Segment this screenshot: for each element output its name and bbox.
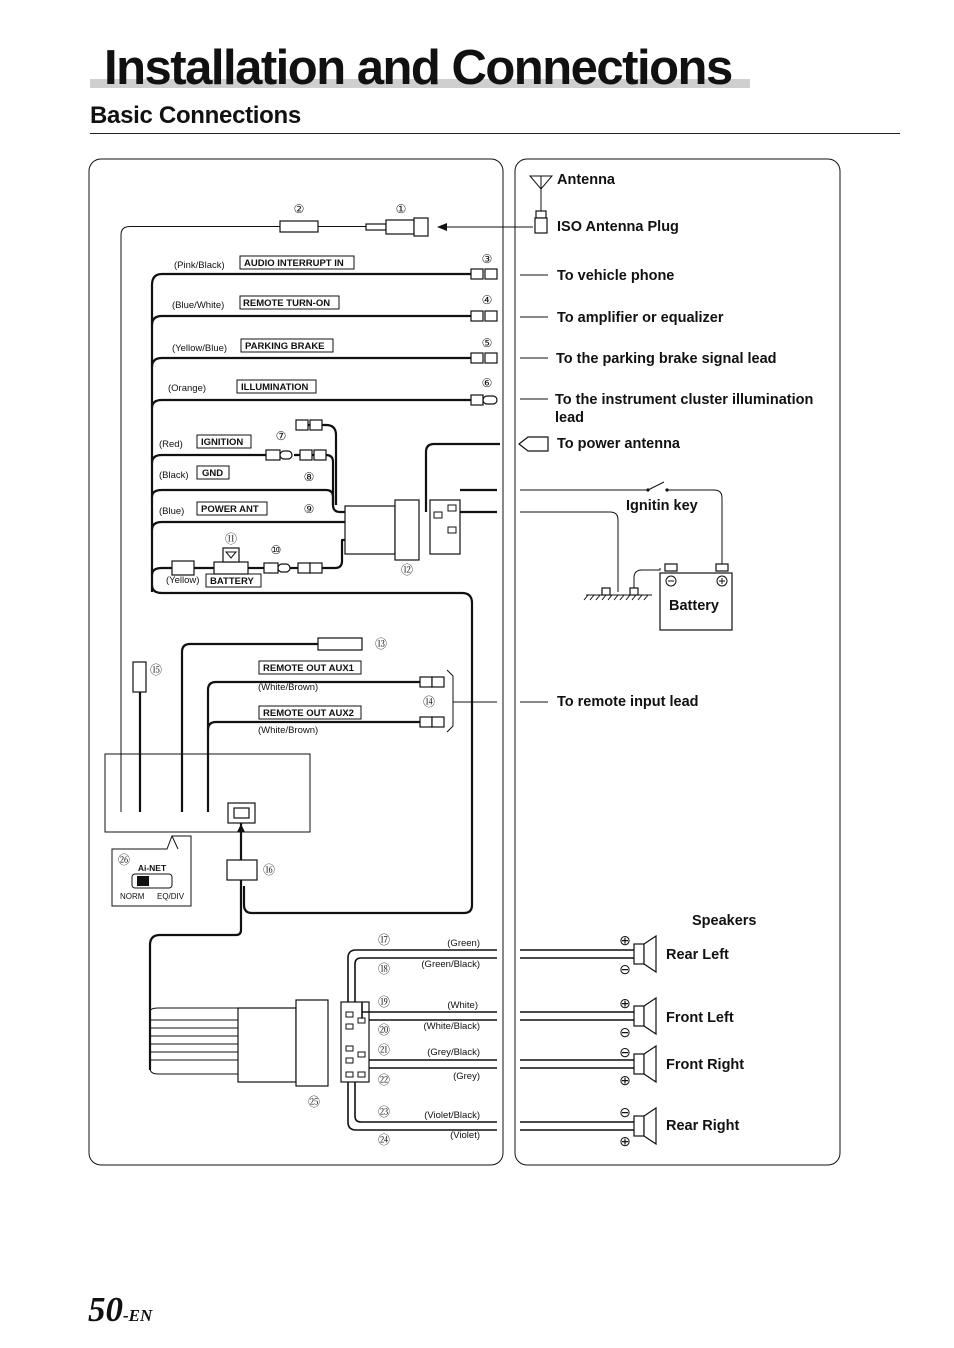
- num-14: ⑭: [422, 695, 436, 709]
- switch-knob[interactable]: [137, 876, 149, 886]
- num-11: ⑪: [224, 532, 238, 546]
- label-amp: To amplifier or equalizer: [557, 310, 724, 326]
- speaker-icon: [634, 936, 656, 972]
- wc-white-brown-2: (White/Brown): [258, 725, 319, 736]
- num-20: ⑳: [377, 1023, 391, 1037]
- wc-green-black: (Green/Black): [421, 959, 480, 970]
- label-rear-left: Rear Left: [666, 947, 729, 963]
- pol-rl-minus: ⊖: [619, 961, 631, 977]
- antenna-cable-wire: [121, 227, 280, 813]
- wc-violet: (Violet): [450, 1130, 480, 1141]
- wc-violet-black: (Violet/Black): [424, 1110, 480, 1121]
- box-remote-on-text: REMOTE TURN-ON: [243, 298, 331, 309]
- pol-fr-minus: ⊖: [619, 1044, 631, 1060]
- num-9: ⑨: [303, 502, 315, 516]
- speaker-front-right: [520, 1046, 656, 1082]
- page-number: [88, 1290, 152, 1330]
- label-parking: To the parking brake signal lead: [556, 351, 777, 367]
- num-5: ⑤: [481, 336, 493, 350]
- speaker-rear-right: [520, 1108, 656, 1144]
- plug-5: [471, 353, 497, 363]
- num-8: ⑧: [303, 470, 315, 484]
- num-10: ⑩: [270, 543, 282, 557]
- wc-grey-black: (Grey/Black): [427, 1047, 480, 1058]
- label-illum-2: lead: [555, 410, 585, 426]
- num-6: ⑥: [481, 376, 493, 390]
- wire-power-ant: [152, 522, 345, 530]
- wire-6: [152, 400, 471, 408]
- speaker-icon: [634, 1108, 656, 1144]
- label-phone: To vehicle phone: [557, 268, 675, 284]
- page-number-value: 50: [88, 1290, 123, 1329]
- connector-13: [318, 638, 362, 650]
- section-title: Basic Connections: [90, 102, 301, 129]
- switch-eq-div: EQ/DIV: [157, 892, 185, 901]
- num-15: ⑮: [149, 663, 163, 677]
- label-iso-plug: ISO Antenna Plug: [557, 219, 679, 235]
- wc-green: (Green): [447, 938, 480, 949]
- num-21: ㉑: [377, 1043, 391, 1057]
- page-number-suffix: -EN: [123, 1306, 153, 1325]
- wc-white: (White): [447, 1000, 478, 1011]
- wc-red: (Red): [159, 439, 183, 450]
- num-18: ⑱: [377, 962, 391, 976]
- antenna-adapter-1: [366, 218, 428, 236]
- label-front-right: Front Right: [666, 1057, 745, 1073]
- speaker-harness-wires: [150, 1008, 238, 1074]
- pol-rr-minus: ⊖: [619, 1104, 631, 1120]
- speaker-output-wires: [348, 950, 497, 1130]
- num-13: ⑬: [374, 637, 388, 651]
- wc-blue-white: (Blue/White): [172, 300, 225, 311]
- power-antenna-plug: [519, 437, 548, 451]
- num-1: ①: [395, 202, 407, 216]
- pol-fl-plus: ⊕: [619, 995, 631, 1011]
- ai-net-socket-inner: [234, 808, 249, 818]
- label-antenna: Antenna: [557, 172, 615, 188]
- box-parking-text: PARKING BRAKE: [245, 341, 325, 352]
- page-title: Installation and Connections: [104, 41, 732, 95]
- connector-15: [133, 662, 146, 692]
- aux-bracket: [447, 670, 453, 732]
- wire-5: [152, 358, 471, 367]
- switch-label: Ai-NET: [137, 863, 167, 873]
- label-speakers: Speakers: [692, 913, 757, 929]
- label-front-left: Front Left: [666, 1010, 734, 1026]
- wc-pink-black: (Pink/Black): [174, 260, 225, 271]
- antenna-arrow-head: [437, 223, 447, 231]
- battery-icon: [660, 564, 732, 630]
- label-ign-key: Ignitin key: [626, 498, 698, 514]
- num-25: ㉕: [307, 1095, 321, 1109]
- plug-6: [471, 395, 497, 405]
- iso-speaker-connector-b: [296, 1000, 328, 1086]
- pol-fl-minus: ⊖: [619, 1024, 631, 1040]
- wire-aux1: [208, 682, 420, 812]
- label-remote-in: To remote input lead: [557, 694, 699, 710]
- box-illum-text: ILLUMINATION: [241, 382, 309, 393]
- num-12: ⑫: [400, 563, 414, 577]
- antenna-icon: [530, 176, 552, 233]
- wire-12-loop: [149, 585, 472, 913]
- fuse-icon: [214, 548, 248, 574]
- num-26: ㉖: [117, 853, 131, 867]
- wc-blue: (Blue): [159, 506, 185, 517]
- speaker-rear-left: [520, 936, 656, 972]
- wc-grey: (Grey): [453, 1071, 480, 1082]
- pol-rr-plus: ⊕: [619, 1133, 631, 1149]
- speaker-icon: [634, 998, 656, 1034]
- label-rear-right: Rear Right: [666, 1118, 740, 1134]
- ignition-switch-icon: [648, 482, 664, 490]
- box-aux1-text: REMOTE OUT AUX1: [263, 663, 354, 674]
- pol-fr-plus: ⊕: [619, 1072, 631, 1088]
- speaker-icon: [634, 1046, 656, 1082]
- switch-norm: NORM: [120, 892, 145, 901]
- wc-white-black: (White/Black): [423, 1021, 480, 1032]
- num-16: ⑯: [262, 863, 276, 877]
- connector-16: [227, 860, 257, 880]
- wc-yellow-blue: (Yellow/Blue): [172, 343, 228, 354]
- plug-4: [471, 311, 497, 321]
- iso-power-connector-b: [395, 500, 419, 560]
- box-ignition-text: IGNITION: [201, 437, 244, 448]
- label-battery: Battery: [669, 598, 719, 614]
- label-power-ant: To power antenna: [557, 436, 680, 452]
- num-4: ④: [481, 293, 493, 307]
- speaker-front-left: [520, 998, 656, 1034]
- box-aux2-text: REMOTE OUT AUX2: [263, 708, 354, 719]
- box-gnd-text: GND: [202, 468, 224, 479]
- yellow-lead-box: [172, 561, 194, 575]
- label-illum-1: To the instrument cluster illumination: [555, 392, 814, 408]
- speaker-harness-trunk: [150, 880, 241, 1070]
- wire-3-bus: [152, 274, 471, 592]
- iso-speaker-connector-c: [341, 1002, 369, 1082]
- wc-yellow: (Yellow): [166, 575, 200, 586]
- wire-ignition: [152, 455, 266, 463]
- iso-power-connector-a: [345, 506, 395, 554]
- num-17: ⑰: [377, 933, 391, 947]
- iso-speaker-connector-a: [238, 1008, 296, 1082]
- antenna-cable-2: [280, 221, 318, 232]
- wc-white-brown-1: (White/Brown): [258, 682, 319, 693]
- num-24: ㉔: [377, 1133, 391, 1147]
- num-23: ㉓: [377, 1105, 391, 1119]
- box-power-ant-text: POWER ANT: [201, 504, 259, 515]
- wc-orange: (Orange): [168, 383, 207, 394]
- num-3: ③: [481, 252, 493, 266]
- num-2: ②: [293, 202, 305, 216]
- wc-black: (Black): [159, 470, 189, 481]
- pol-rl-plus: ⊕: [619, 932, 631, 948]
- num-7: ⑦: [275, 429, 287, 443]
- wire-4: [152, 316, 471, 325]
- plug-3: [471, 269, 497, 279]
- num-22: ㉒: [377, 1073, 391, 1087]
- num-19: ⑲: [377, 995, 391, 1009]
- box-battery-text: BATTERY: [210, 576, 254, 587]
- box-audio-int-text: AUDIO INTERRUPT IN: [244, 258, 344, 269]
